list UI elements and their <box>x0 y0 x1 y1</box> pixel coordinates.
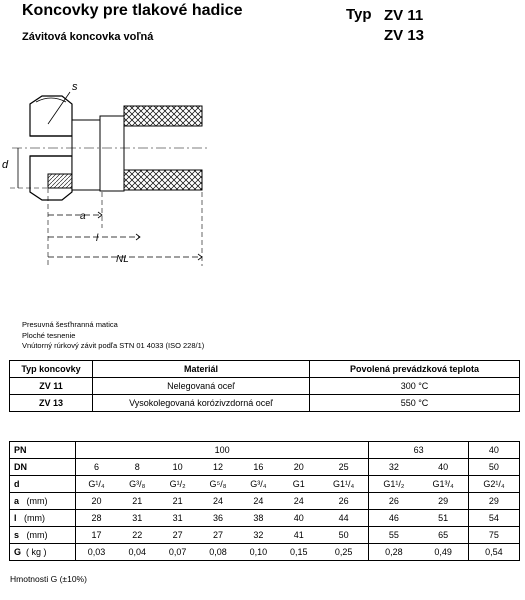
l-cell: 31 <box>117 510 157 527</box>
s-cell: 75 <box>468 527 519 544</box>
material-table <box>9 360 520 412</box>
d-cell: G1¹/₂ <box>369 476 419 493</box>
note-nut: Presuvná šesťhranná matica <box>22 320 118 329</box>
a-cell: 20 <box>76 493 118 510</box>
a-cell: 21 <box>117 493 157 510</box>
l-cell: 31 <box>157 510 197 527</box>
d-cell: G³/₈ <box>117 476 157 493</box>
type-values <box>384 6 424 46</box>
a-cell: 29 <box>468 493 519 510</box>
a-label-text: a <box>14 496 20 506</box>
g-cell: 0,15 <box>279 544 319 561</box>
g-cell: 0,28 <box>369 544 419 561</box>
note-seal: Ploché tesnenie <box>22 330 76 340</box>
s-cell: 50 <box>319 527 369 544</box>
g-cell: 0,07 <box>157 544 197 561</box>
temperature-cell: 300 °C <box>310 378 520 395</box>
g-cell: 0,10 <box>238 544 278 561</box>
label-s: s <box>72 81 78 93</box>
d-cell: G1³/₄ <box>418 476 468 493</box>
l-row <box>10 510 520 527</box>
a-cell: 24 <box>238 493 278 510</box>
table-row <box>10 378 520 395</box>
l-cell: 28 <box>76 510 118 527</box>
a-label <box>10 493 76 510</box>
s-cell: 27 <box>157 527 197 544</box>
d-cell: G¹/₄ <box>76 476 118 493</box>
g-label-text: G <box>14 547 22 557</box>
header-type: Typ koncovky <box>10 361 93 378</box>
header-temperature: Povolená prevádzková teplota <box>310 361 520 378</box>
material-header-row <box>10 361 520 378</box>
s-row <box>10 527 520 544</box>
dn-cell: 12 <box>198 459 238 476</box>
a-cell: 26 <box>369 493 419 510</box>
dn-cell: 32 <box>369 459 419 476</box>
l-cell: 38 <box>238 510 278 527</box>
type-zv13: ZV 13 <box>384 27 425 44</box>
d-cell: G⁵/₈ <box>198 476 238 493</box>
label-nl: NL <box>116 254 129 265</box>
label-l: l <box>96 233 99 244</box>
s-cell: 32 <box>238 527 278 544</box>
s-cell: 41 <box>279 527 319 544</box>
dn-cell: 16 <box>238 459 278 476</box>
l-label <box>10 510 76 527</box>
g-cell: 0,25 <box>319 544 369 561</box>
notes <box>22 320 204 352</box>
page-subtitle: Závitová koncovka voľná <box>22 31 154 43</box>
d-cell: G³/₄ <box>238 476 278 493</box>
a-cell: 24 <box>198 493 238 510</box>
s-unit: (mm) <box>26 530 48 540</box>
a-unit: (mm) <box>26 496 48 506</box>
dn-cell: 8 <box>117 459 157 476</box>
s-cell: 22 <box>117 527 157 544</box>
a-cell: 24 <box>279 493 319 510</box>
note-thread: Vnútorný rúrkový závit podľa STN 01 4033 (ISO 228/1) <box>22 341 205 350</box>
dn-cell: 50 <box>468 459 519 476</box>
s-cell: 27 <box>198 527 238 544</box>
pn-row <box>10 442 520 459</box>
material-cell: Nelegovaná oceľ <box>93 378 310 395</box>
d-row <box>10 476 520 493</box>
l-cell: 36 <box>198 510 238 527</box>
pn-label: PN <box>10 442 76 459</box>
page-title: Koncovky pre tlakové hadice <box>22 2 243 19</box>
type-label: Typ <box>346 6 372 23</box>
dn-cell: 20 <box>279 459 319 476</box>
d-cell: G1¹/₄ <box>319 476 369 493</box>
s-cell: 17 <box>76 527 118 544</box>
d-cell: G2¹/₄ <box>468 476 519 493</box>
d-cell: G¹/₂ <box>157 476 197 493</box>
d-cell: G1 <box>279 476 319 493</box>
l-cell: 40 <box>279 510 319 527</box>
g-cell: 0,49 <box>418 544 468 561</box>
a-cell: 29 <box>418 493 468 510</box>
table-row <box>10 395 520 412</box>
g-cell: 0,08 <box>198 544 238 561</box>
l-cell: 44 <box>319 510 369 527</box>
d-label: d <box>10 476 76 493</box>
footnote: Hmotnosti G (±10%) <box>10 574 87 584</box>
l-unit: (mm) <box>24 513 46 523</box>
a-cell: 26 <box>319 493 369 510</box>
technical-drawing <box>0 66 525 276</box>
g-unit: ( kg ) <box>26 547 47 557</box>
type-cell: ZV 11 <box>10 378 93 395</box>
l-cell: 51 <box>418 510 468 527</box>
temperature-cell: 550 °C <box>310 395 520 412</box>
pn-group-40: 40 <box>468 442 519 459</box>
l-label-text: l <box>14 513 17 523</box>
header-material: Materiál <box>93 361 310 378</box>
material-cell: Vysokolegovaná korózivzdorná oceľ <box>93 395 310 412</box>
s-label-text: s <box>14 530 20 540</box>
s-cell: 65 <box>418 527 468 544</box>
l-cell: 46 <box>369 510 419 527</box>
dn-cell: 40 <box>418 459 468 476</box>
pn-group-63: 63 <box>369 442 468 459</box>
label-d: d <box>2 159 9 171</box>
pn-group-100: 100 <box>76 442 369 459</box>
g-cell: 0,54 <box>468 544 519 561</box>
g-label <box>10 544 76 561</box>
g-cell: 0,04 <box>117 544 157 561</box>
type-cell: ZV 13 <box>10 395 93 412</box>
g-cell: 0,03 <box>76 544 118 561</box>
g-row <box>10 544 520 561</box>
dn-cell: 10 <box>157 459 197 476</box>
dn-cell: 25 <box>319 459 369 476</box>
l-cell: 54 <box>468 510 519 527</box>
a-cell: 21 <box>157 493 197 510</box>
dimension-table <box>9 441 520 561</box>
s-cell: 55 <box>369 527 419 544</box>
label-a: a <box>80 211 86 222</box>
dn-label: DN <box>10 459 76 476</box>
s-label <box>10 527 76 544</box>
dn-row <box>10 459 520 476</box>
a-row <box>10 493 520 510</box>
type-zv11: ZV 11 <box>384 7 424 24</box>
dn-cell: 6 <box>76 459 118 476</box>
